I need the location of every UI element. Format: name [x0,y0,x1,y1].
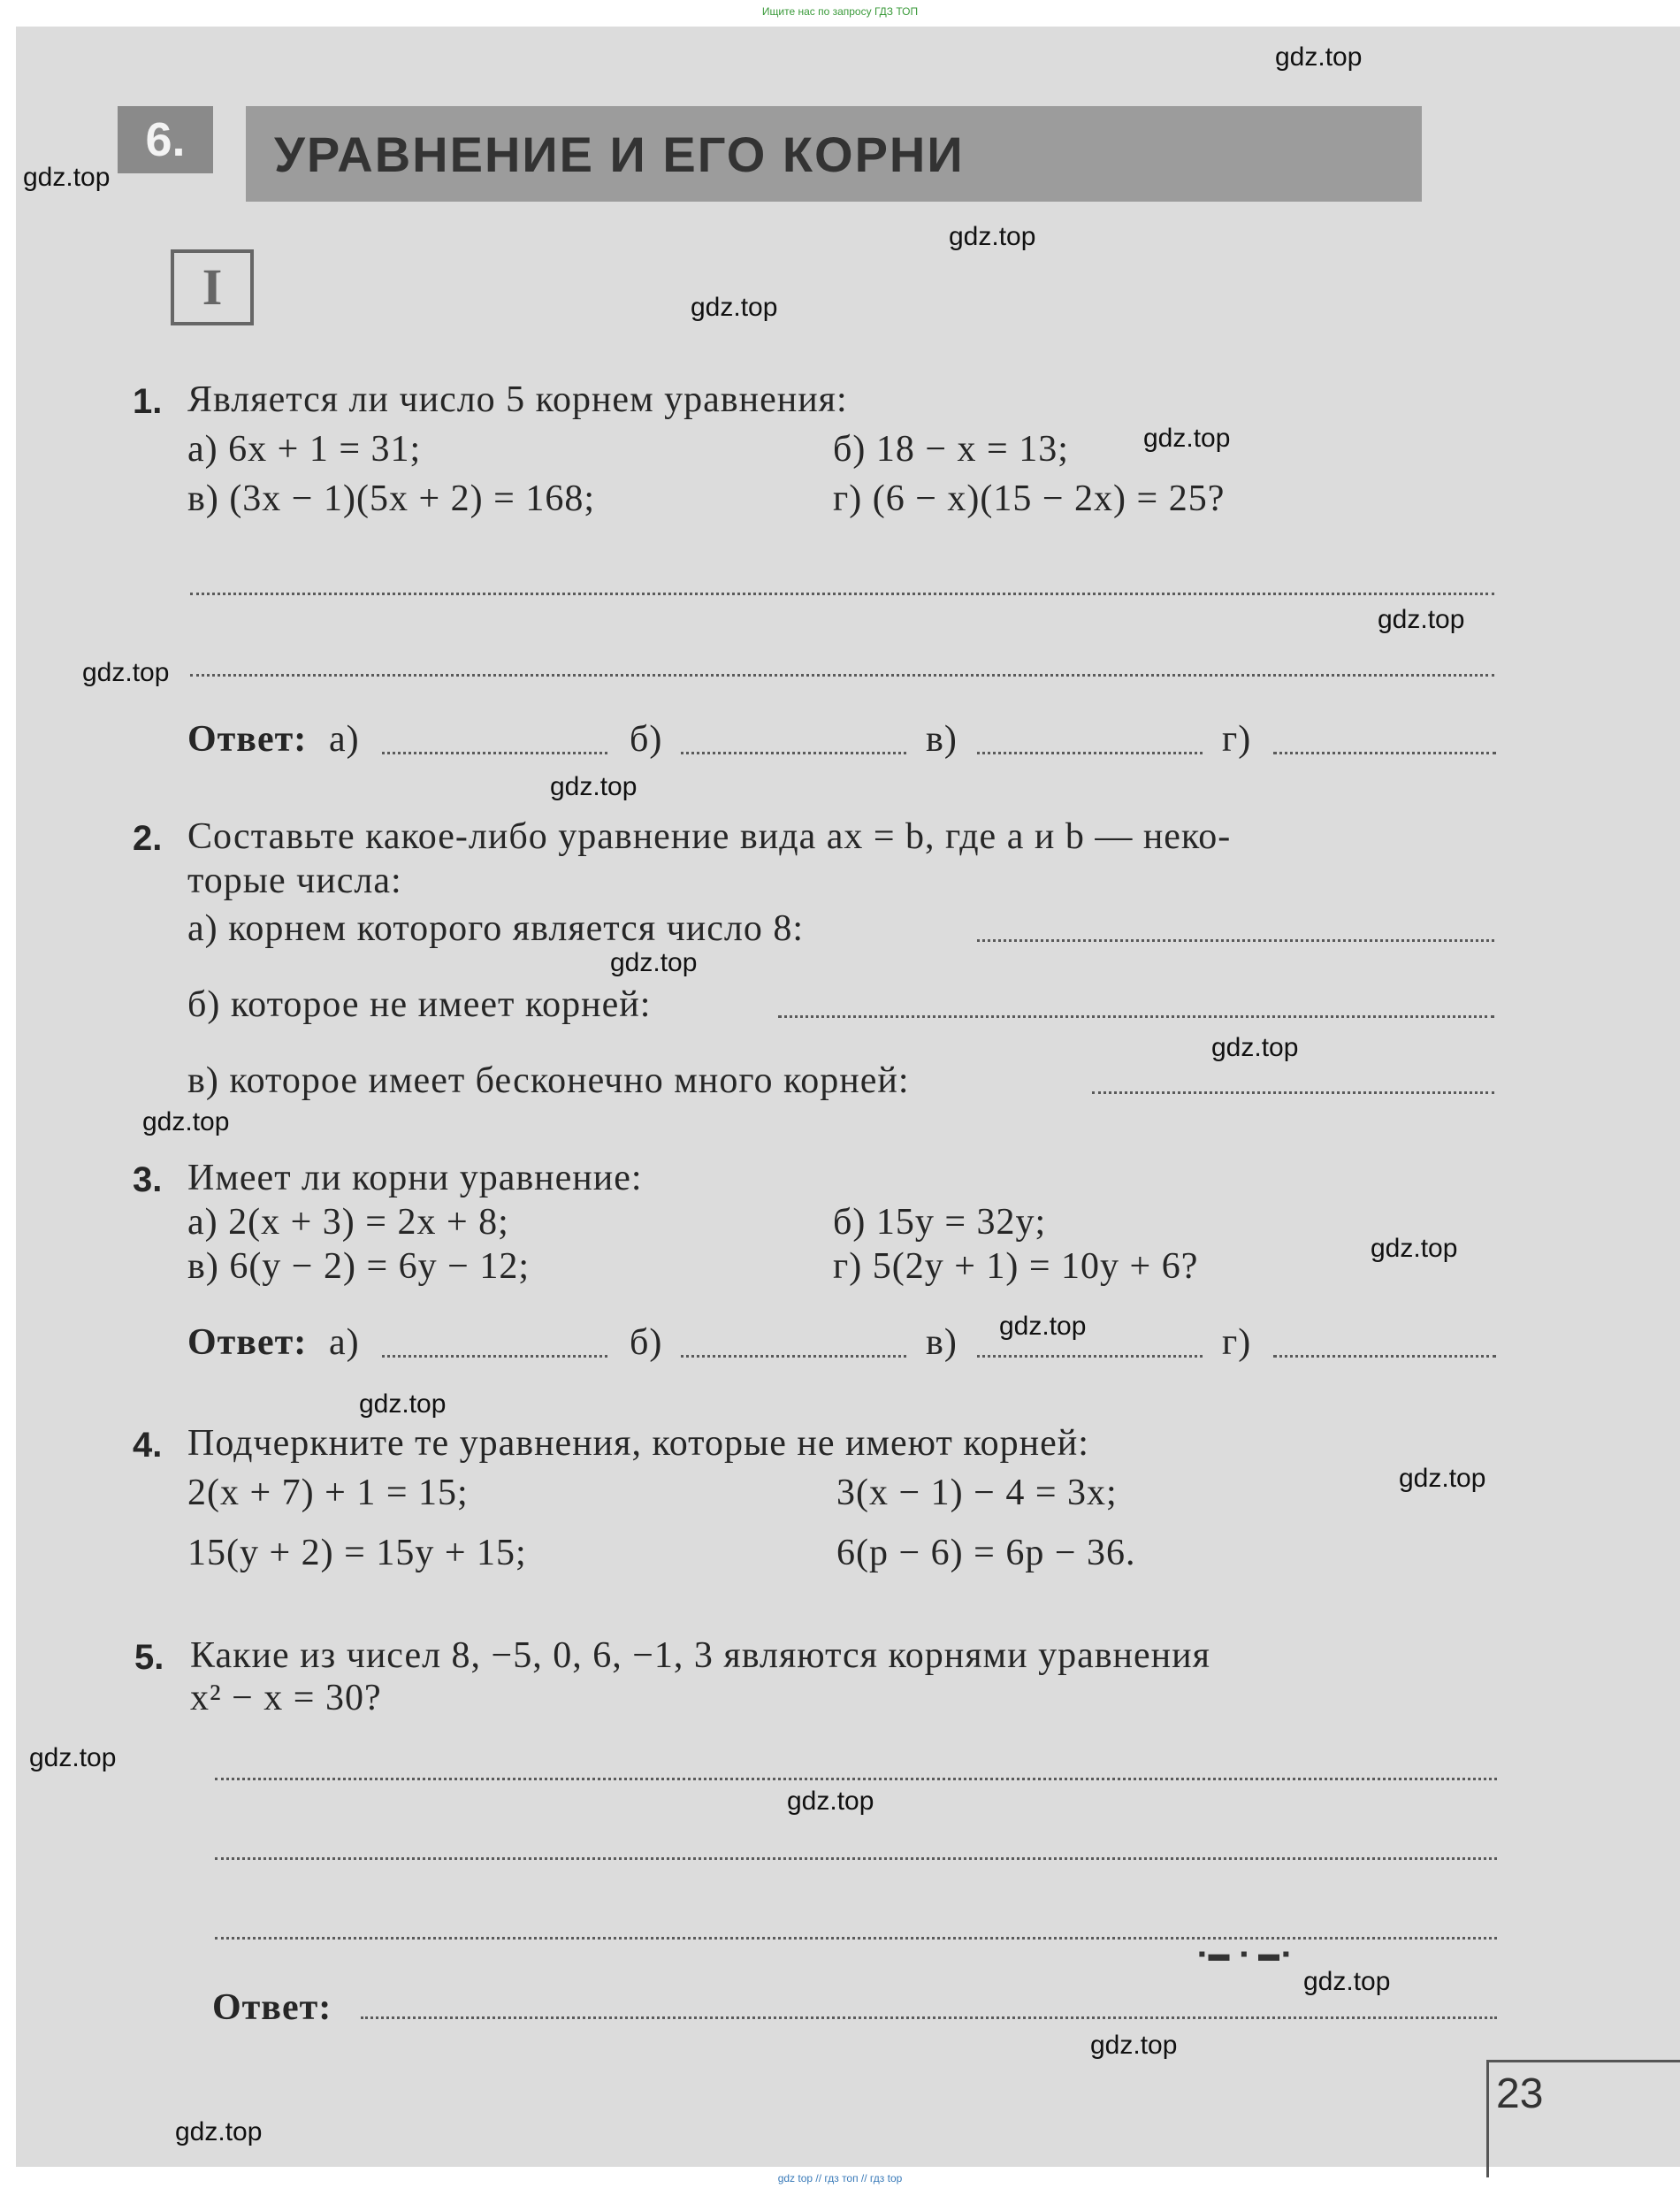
watermark: gdz.top [1378,605,1465,634]
answer-v-label: в) [926,719,958,760]
answer-line[interactable] [1092,1091,1494,1094]
task-3-a: а) 2(x + 3) = 2x + 8; [187,1202,509,1243]
answer-line[interactable] [215,1937,1497,1940]
watermark: gdz.top [1211,1033,1299,1062]
task-1-number: 1. [133,382,163,421]
task-4-equation-4[interactable]: 6(p − 6) = 6p − 36. [836,1533,1136,1573]
watermark: gdz.top [29,1743,117,1772]
answer-label: Ответ: [212,1987,332,2028]
answer-line[interactable] [361,2016,1497,2019]
answer-g-line[interactable] [1273,1355,1496,1358]
task-2-b: б) которое не имеет корней: [187,984,652,1025]
answer-line[interactable] [190,674,1494,677]
level-badge: I [171,249,254,325]
watermark: gdz.top [787,1787,874,1816]
watermark: gdz.top [1399,1464,1486,1493]
task-2-text-line1: Составьте какое-либо уравнение вида ax = b, где a и b — неко- [187,816,1232,857]
answer-v-label: в) [926,1322,958,1363]
task-2-a: а) корнем которого является число 8: [187,908,805,949]
answer-line[interactable] [778,1015,1494,1018]
answer-v-line[interactable] [977,1355,1203,1358]
answer-line[interactable] [215,1778,1497,1780]
ink-smudge: ▪︎▬ ▪ ▬▪ [1198,1943,1293,1966]
section-title: УРАВНЕНИЕ И ЕГО КОРНИ [274,126,965,182]
task-4-equation-2[interactable]: 3(x − 1) − 4 = 3x; [836,1473,1118,1513]
answer-b-label: б) [630,1322,663,1363]
task-4-number: 4. [133,1426,163,1465]
answer-a-label: а) [329,1322,360,1363]
answer-a-line[interactable] [382,752,607,754]
task-3-v: в) 6(y − 2) = 6y − 12; [187,1246,531,1287]
task-3-b: б) 15y = 32y; [833,1202,1047,1243]
watermark: gdz.top [1143,424,1231,453]
watermark: gdz.top [359,1389,447,1419]
watermark: gdz.top [1303,1967,1391,1996]
task-1-text: Является ли число 5 корнем уравнения: [187,379,848,420]
task-5-text-line1: Какие из чисел 8, −5, 0, 6, −1, 3 являются корнями уравнения [190,1635,1210,1676]
bottom-note: gdz top // гдз топ // гдз top [777,2172,903,2185]
task-1-g: г) (6 − x)(15 − 2x) = 25? [833,478,1226,519]
answer-b-label: б) [630,719,663,760]
task-2-text-line2: торые числа: [187,861,402,901]
answer-line[interactable] [190,593,1494,595]
watermark: gdz.top [82,658,170,687]
answer-g-line[interactable] [1273,752,1496,754]
task-2-v: в) которое имеет бесконечно много корней: [187,1060,910,1101]
watermark: gdz.top [175,2117,263,2146]
watermark: gdz.top [949,222,1036,251]
task-1-v: в) (3x − 1)(5x + 2) = 168; [187,478,595,519]
task-5-text-line2: x² − x = 30? [190,1678,382,1718]
watermark: gdz.top [610,948,698,977]
watermark: gdz.top [691,293,778,322]
watermark: gdz.top [142,1107,230,1136]
task-5-number: 5. [134,1638,164,1677]
watermark: gdz.top [1090,2031,1178,2060]
task-3-g: г) 5(2y + 1) = 10y + 6? [833,1246,1199,1287]
top-note: Ищите нас по запросу ГДЗ ТОП [761,5,919,18]
task-1-a: а) 6x + 1 = 31; [187,429,422,470]
task-3-text: Имеет ли корни уравнение: [187,1158,643,1198]
answer-label: Ответ: [187,719,308,760]
task-1-b: б) 18 − x = 13; [833,429,1069,470]
watermark: gdz.top [999,1312,1087,1341]
task-2-number: 2. [133,819,163,858]
answer-a-line[interactable] [382,1355,607,1358]
answer-g-label: г) [1222,1322,1252,1363]
watermark: gdz.top [23,163,111,192]
answer-label: Ответ: [187,1322,308,1363]
task-3-number: 3. [133,1160,163,1199]
answer-v-line[interactable] [977,752,1203,754]
answer-g-label: г) [1222,719,1252,760]
page-number: 23 [1496,2070,1544,2117]
answer-b-line[interactable] [681,1355,906,1358]
section-number: 6. [118,106,213,173]
task-4-text: Подчеркните те уравнения, которые не имеют корней: [187,1423,1089,1464]
task-4-equation-1[interactable]: 2(x + 7) + 1 = 15; [187,1473,469,1513]
task-4-equation-3[interactable]: 15(y + 2) = 15y + 15; [187,1533,527,1573]
answer-b-line[interactable] [681,752,906,754]
watermark: gdz.top [1371,1234,1458,1263]
answer-line[interactable] [977,939,1494,942]
answer-line[interactable] [215,1857,1497,1860]
watermark: gdz.top [1275,42,1363,72]
watermark: gdz.top [550,772,638,801]
answer-a-label: а) [329,719,360,760]
